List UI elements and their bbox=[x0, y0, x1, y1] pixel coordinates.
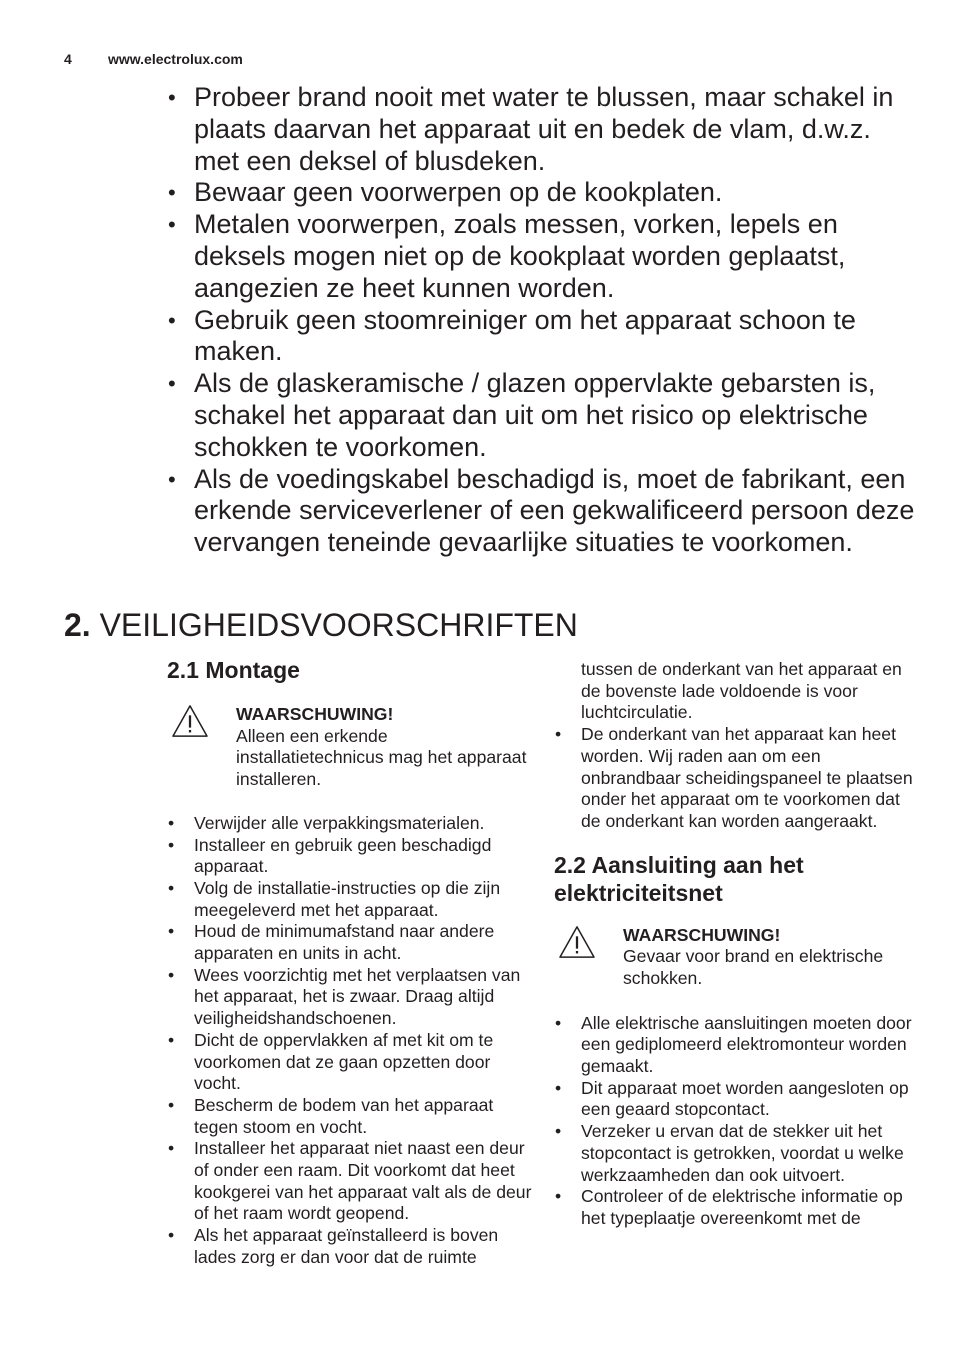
subsection-number: 2.2 bbox=[554, 851, 586, 878]
list-item: • Wees voorzichtig met het verplaatsen van het apparaat, het is zwaar. Draag altijd veiligheidshandschoenen. bbox=[167, 965, 532, 1030]
montage-list-continued bbox=[554, 724, 924, 833]
section-title bbox=[64, 605, 578, 645]
list-item: • Controleer of de elektrische informatie op het typeplaatje overeenkomt met de bbox=[554, 1186, 924, 1229]
list-item: • Verzeker u ervan dat de stekker uit het stopcontact is getrokken, voordat u welke werkzaamheden dan ook uitvoert. bbox=[554, 1121, 924, 1186]
top-bullet-list bbox=[194, 82, 919, 559]
list-item: • Als de voedingskabel beschadigd is, moet de fabrikant, een erkende serviceverlener of een gekwalificeerd persoon deze vervangen teneinde gevaarlijke situaties te voorkomen. bbox=[194, 464, 919, 559]
warning-title: WAARSCHUWING! bbox=[236, 704, 394, 724]
right-column bbox=[554, 659, 924, 1230]
warning-text: Alleen een erkende installatietechnicus mag het apparaat installeren. bbox=[236, 725, 527, 790]
section-title-text: VEILIGHEIDSVOORSCHRIFTEN bbox=[99, 607, 578, 643]
list-item: • Als de glaskeramische / glazen oppervlakte gebarsten is, schakel het apparaat dan uit om het risico op elektrische schokken te voorkomen. bbox=[194, 368, 919, 463]
warning-text: Gevaar voor brand en elektrische schokken. bbox=[623, 946, 884, 989]
aansluiting-list bbox=[554, 1013, 924, 1230]
warning-title: WAARSCHUWING! bbox=[623, 924, 781, 945]
section-number: 2. bbox=[64, 607, 91, 643]
warning-triangle-icon bbox=[171, 704, 209, 738]
page-header bbox=[64, 51, 243, 67]
list-item: • Dicht de oppervlakken af met kit om te voorkomen dat ze gaan opzetten door vocht. bbox=[167, 1030, 532, 1095]
list-item: • Gebruik geen stoomreiniger om het apparaat schoon te maken. bbox=[194, 305, 919, 369]
list-item: • Als het apparaat geïnstalleerd is boven lades zorg er dan voor dat de ruimte bbox=[167, 1225, 532, 1268]
warning-triangle-icon bbox=[558, 925, 596, 959]
list-item-continuation: tussen de onderkant van het apparaat en de bovenste lade voldoende is voor luchtcirculatie. bbox=[581, 659, 902, 723]
list-item: • De onderkant van het apparaat kan heet worden. Wij raden aan om een onbrandbaar scheidingspaneel te plaatsen onder het apparaat om te voorkomen dat de onderkant kan worden aangeraakt. bbox=[554, 724, 924, 833]
list-item: • Metalen voorwerpen, zoals messen, vorken, lepels en deksels mogen niet op de kookplaat worden geplaatst, aangezien ze heet kunnen worden. bbox=[194, 209, 919, 304]
list-item: • Verwijder alle verpakkingsmaterialen. bbox=[167, 813, 532, 835]
list-item: • Volg de installatie-instructies op die zijn meegeleverd met het apparaat. bbox=[167, 878, 532, 921]
subsection-title-montage bbox=[167, 656, 532, 684]
list-item: • Alle elektrische aansluitingen moeten door een gediplomeerd elektromonteur worden gemaakt. bbox=[554, 1013, 924, 1078]
list-item: • Probeer brand nooit met water te blussen, maar schakel in plaats daarvan het apparaat uit en bedek de vlam, d.w.z. met een deksel of blusdeken. bbox=[194, 82, 919, 177]
warning-box bbox=[554, 925, 924, 995]
website-url: www.electrolux.com bbox=[108, 51, 243, 67]
subsection-title-text: Aansluiting aan het elektriciteitsnet bbox=[554, 851, 804, 906]
list-item: • Installeer en gebruik geen beschadigd apparaat. bbox=[167, 835, 532, 878]
subsection-title-aansluiting bbox=[554, 851, 924, 907]
list-item: • Bewaar geen voorwerpen op de kookplaten. bbox=[194, 177, 919, 209]
list-item: • Bescherm de bodem van het apparaat tegen stoom en vocht. bbox=[167, 1095, 532, 1138]
subsection-number: 2.1 bbox=[167, 657, 199, 683]
warning-box bbox=[167, 704, 532, 791]
left-column bbox=[167, 656, 532, 1269]
list-item: • Houd de minimumafstand naar andere apparaten en units in acht. bbox=[167, 921, 532, 964]
montage-list bbox=[167, 813, 532, 1269]
page-number: 4 bbox=[64, 51, 72, 67]
list-item: • Dit apparaat moet worden aangesloten op een geaard stopcontact. bbox=[554, 1078, 924, 1121]
list-item: • Installeer het apparaat niet naast een deur of onder een raam. Dit voorkomt dat heet kookgerei van het apparaat valt als de deur of het raam wordt geopend. bbox=[167, 1138, 532, 1225]
subsection-title-text: Montage bbox=[205, 657, 300, 683]
